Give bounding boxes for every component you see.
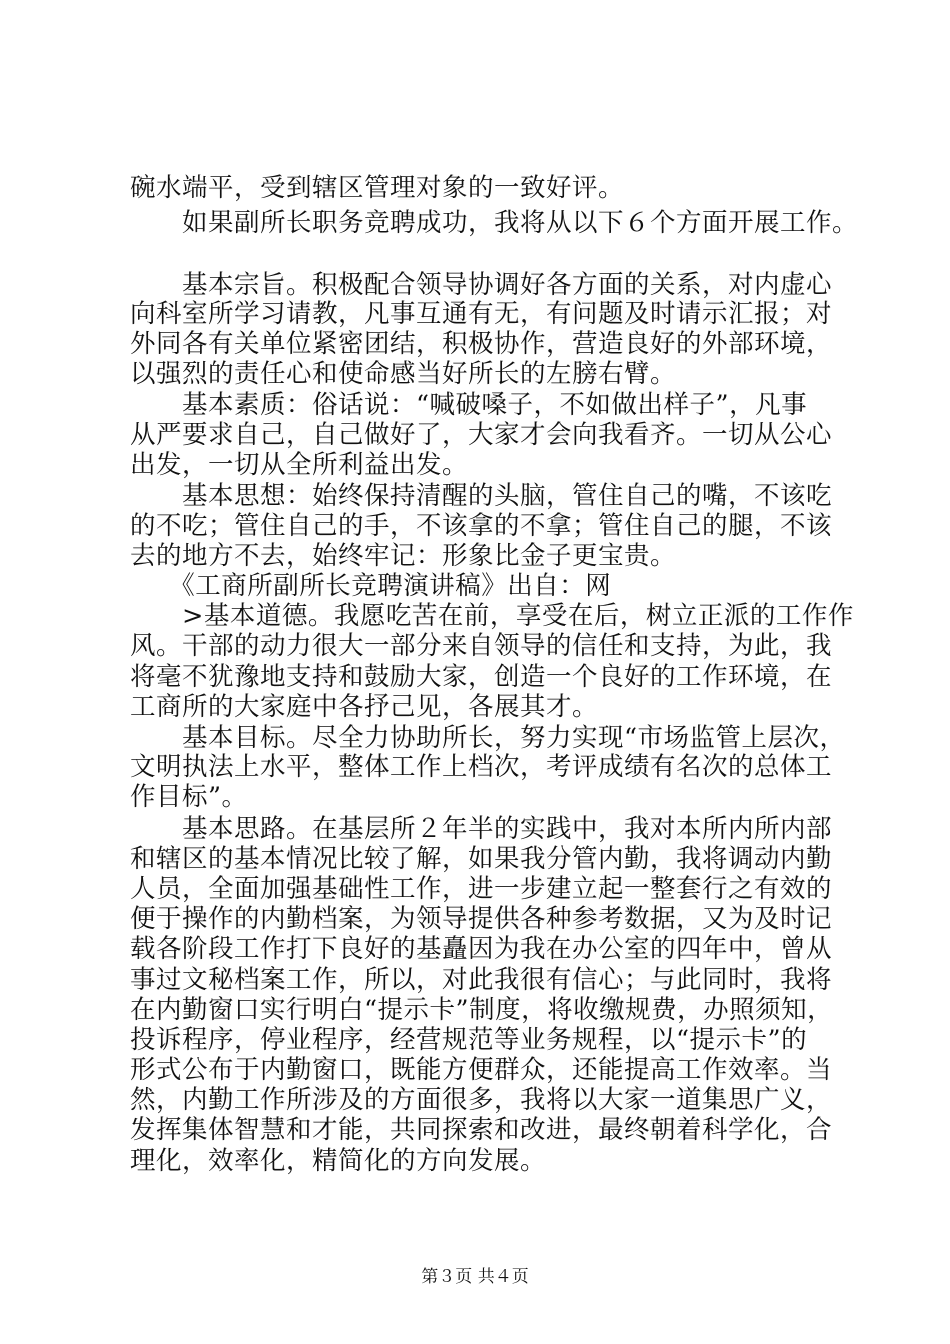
text-line: 文明执法上水平，整体工作上档次，考评成绩有名次的总体工 (130, 752, 833, 782)
text-line: 的不吃；管住自己的手，不该拿的不拿；管住自己的腿，不该 (130, 511, 833, 541)
text-line: 基本目标。尽全力协助所长，努力实现“市场监管上层次， (130, 723, 846, 753)
text-line: 基本素质：俗话说：“喊破嗓子，不如做出样子”，凡事 (130, 390, 808, 420)
text-line: 人员，全面加强基础性工作，进一步建立起一整套行之有效的 (130, 874, 833, 904)
text-line: 工商所的大家庭中各抒己见，各展其才。 (130, 692, 599, 722)
text-line: 基本思路。在基层所２年半的实践中，我对本所内所内部 (130, 814, 833, 844)
text-line: 去的地方不去，始终牢记：形象比金子更宝贵。 (130, 541, 677, 571)
text-line: 在内勤窗口实行明白“提示卡”制度，将收缴规费，办照须知， (130, 995, 834, 1025)
text-line: 投诉程序，停业程序，经营规范等业务规程，以“提示卡”的 (130, 1025, 808, 1055)
text-line: 基本思想：始终保持清醒的头脑，管住自己的嘴，不该吃 (130, 481, 833, 511)
page-footer: 第３页 共４页 (421, 1267, 529, 1287)
text-line: 事过文秘档案工作，所以，对此我很有信心；与此同时，我将 (130, 965, 833, 995)
text-line: 基本宗旨。积极配合领导协调好各方面的关系，对内虚心 (130, 270, 833, 300)
text-line: 将毫不犹豫地支持和鼓励大家，创造一个良好的工作环境，在 (130, 662, 833, 692)
text-line: 碗水端平，受到辖区管理对象的一致好评。 (130, 173, 625, 203)
text-line: 然，内勤工作所涉及的方面很多，我将以大家一道集思广义， (130, 1085, 833, 1115)
text-line: 发挥集体智慧和才能，共同探索和改进，最终朝着科学化，合 (130, 1115, 833, 1145)
text-line: 风。干部的动力很大一部分来自领导的信任和支持，为此，我 (130, 631, 833, 661)
text-line: 外同各有关单位紧密团结，积极协作，营造良好的外部环境， (130, 329, 833, 359)
text-line: 形式公布于内勤窗口，既能方便群众，还能提高工作效率。当 (130, 1055, 833, 1085)
text-line: 作目标”。 (130, 782, 248, 812)
text-line: 和辖区的基本情况比较了解，如果我分管内勤，我将调动内勤 (130, 844, 833, 874)
text-line: 载各阶段工作打下良好的基矗因为我在办公室的四年中，曾从 (130, 934, 833, 964)
text-line: >基本道德。我愿吃苦在前，享受在后，树立正派的工作作 (130, 601, 854, 631)
text-line: 理化，效率化，精简化的方向发展。 (130, 1146, 547, 1176)
text-line: 出发，一切从全所利益出发。 (130, 450, 469, 480)
text-line: 向科室所学习请教，凡事互通有无，有问题及时请示汇报；对 (130, 299, 833, 329)
text-line: 便于操作的内勤档案，为领导提供各种参考数据，又为及时记 (130, 904, 833, 934)
text-line: 从严要求自己，自己做好了，大家才会向我看齐。一切从公心 (130, 420, 833, 450)
text-line: 以强烈的责任心和使命感当好所长的左膀右臂。 (130, 359, 677, 389)
text-line: 如果副所长职务竞聘成功，我将从以下６个方面开展工作。 (130, 208, 859, 238)
text-line: 《工商所副所长竞聘演讲稿》出自：网 (130, 571, 612, 601)
